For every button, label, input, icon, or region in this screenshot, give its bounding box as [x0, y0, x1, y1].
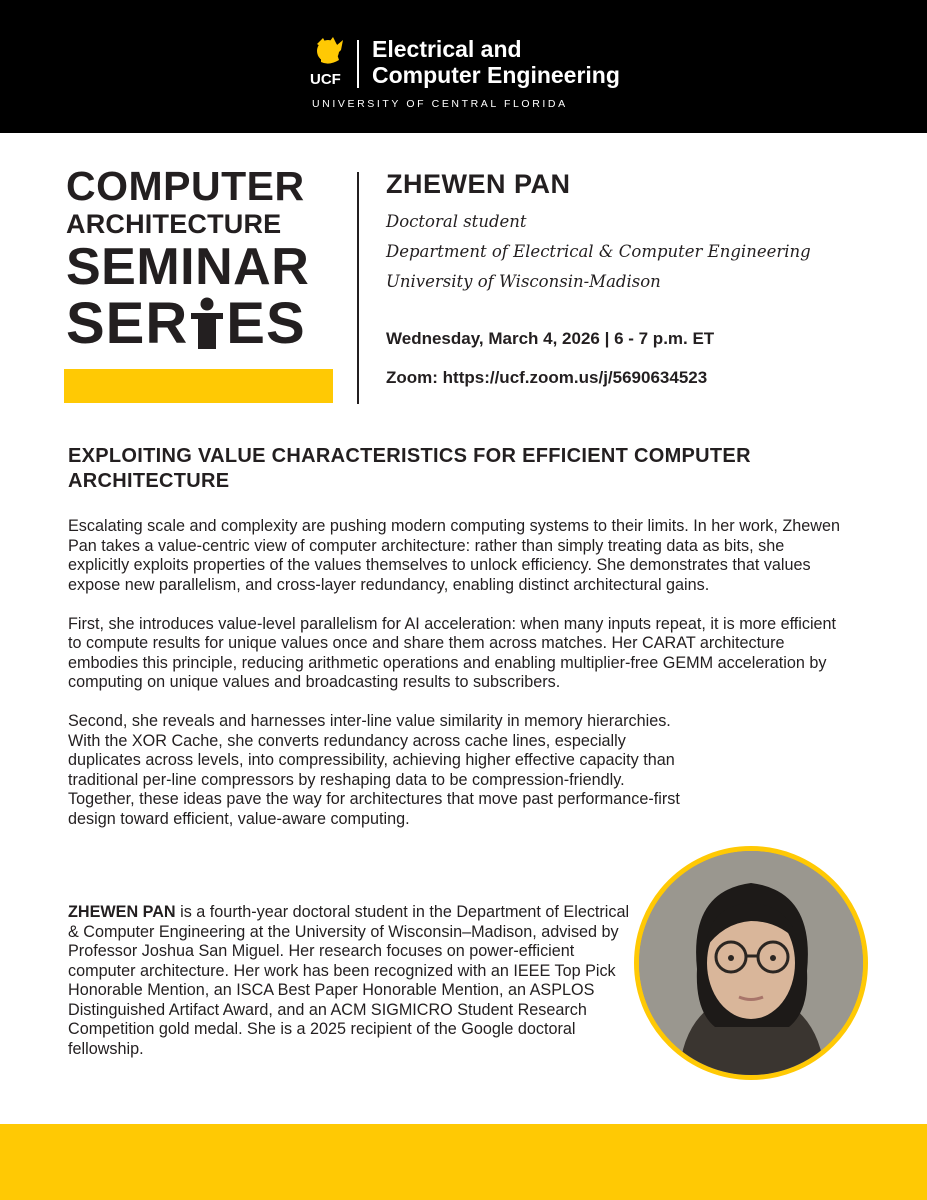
- series-line-2: ARCHITECTURE: [66, 209, 282, 239]
- speaker-bio: [68, 903, 643, 1059]
- header-banner: [0, 0, 927, 133]
- bio-speaker-name: ZHEWEN PAN: [68, 903, 176, 921]
- footer-accent-bar: [0, 1124, 927, 1200]
- series-line-3: SEMINAR: [66, 238, 310, 296]
- section-divider: [357, 172, 359, 404]
- department-line-2: Computer Engineering: [372, 62, 620, 88]
- series-line-4-right: ES: [226, 291, 306, 356]
- speaker-podium-icon: [189, 297, 225, 349]
- talk-title: EXPLOITING VALUE CHARACTERISTICS FOR EFFICIENT COMPUTER ARCHITECTURE: [68, 445, 751, 492]
- speaker-department: Department of Electrical & Computer Engineering: [386, 242, 811, 261]
- speaker-name: ZHEWEN PAN: [386, 169, 571, 199]
- series-line-1: COMPUTER: [66, 163, 305, 209]
- ucf-pegasus-logo: [307, 36, 353, 88]
- speaker-portrait-image: [639, 851, 863, 1075]
- series-line-4: [66, 291, 336, 356]
- department-name: [372, 36, 620, 88]
- logo-text: UCF: [310, 71, 341, 88]
- speaker-institution: University of Wisconsin-Madison: [386, 272, 661, 291]
- series-line-4-left: SER: [66, 291, 189, 356]
- bio-text: is a fourth-year doctoral student in the Department of Electrical & Computer Engineering at the University of Wisconsin–Madison, advised by Professor Joshua San Miguel. Her research focuses on power-efficient computer architecture. Her work has been recognized with an IEEE Top Pick Honorable Mention, an ISCA Best Paper Honorable Mention, an ASPLOS Distinguished Artifact Award, and an ACM SIGMICRO Student Research Competition gold medal. She is a 2025 recipient of the Google doctoral fellowship.: [68, 903, 630, 1058]
- speaker-photo: [634, 846, 868, 1080]
- speaker-role: Doctoral student: [386, 212, 527, 231]
- seminar-series-title: [66, 164, 336, 354]
- series-accent-bar: [64, 369, 333, 403]
- event-datetime: Wednesday, March 4, 2026 | 6 - 7 p.m. ET: [386, 329, 715, 348]
- speaker-affiliation: [386, 207, 811, 297]
- abstract-paragraph-1: Escalating scale and complexity are pushing modern computing systems to their limits. In her work, Zhewen Pan takes a value-centric view of computer architecture: rather than simply treating data as bits, she explicitly exploits properties of the values themselves to unlock efficiency. She demonstrates that values expose new parallelism, and cross-layer redundancy, enabling distinct architectural gains.: [68, 517, 840, 594]
- abstract-paragraph-3: Second, she reveals and harnesses inter-line value similarity in memory hierarchies. With the XOR Cache, she converts redundancy across cache lines, especially duplicates across levels, into compressibility, achieving higher effective capacity than traditional per-line compressors by reshaping data to be compression-friendly. Together, these ideas pave the way for architectures that move past performance-first design toward efficient, value-aware computing.: [68, 712, 680, 828]
- abstract-paragraph-2: First, she introduces value-level parallelism for AI acceleration: when many inputs repeat, it is more efficient to compute results for unique values once and share them across matches. Her CARAT architecture embodies this principle, reducing arithmetic operations and enabling multiplier-free GEMM acceleration by computing on unique values and broadcasting results to subscribers.: [68, 614, 837, 691]
- zoom-link[interactable]: Zoom: https://ucf.zoom.us/j/5690634523: [386, 368, 708, 387]
- logo-divider: [357, 40, 359, 88]
- university-name: UNIVERSITY OF CENTRAL FLORIDA: [312, 98, 568, 110]
- department-line-1: Electrical and: [372, 36, 522, 62]
- talk-abstract: [68, 517, 843, 849]
